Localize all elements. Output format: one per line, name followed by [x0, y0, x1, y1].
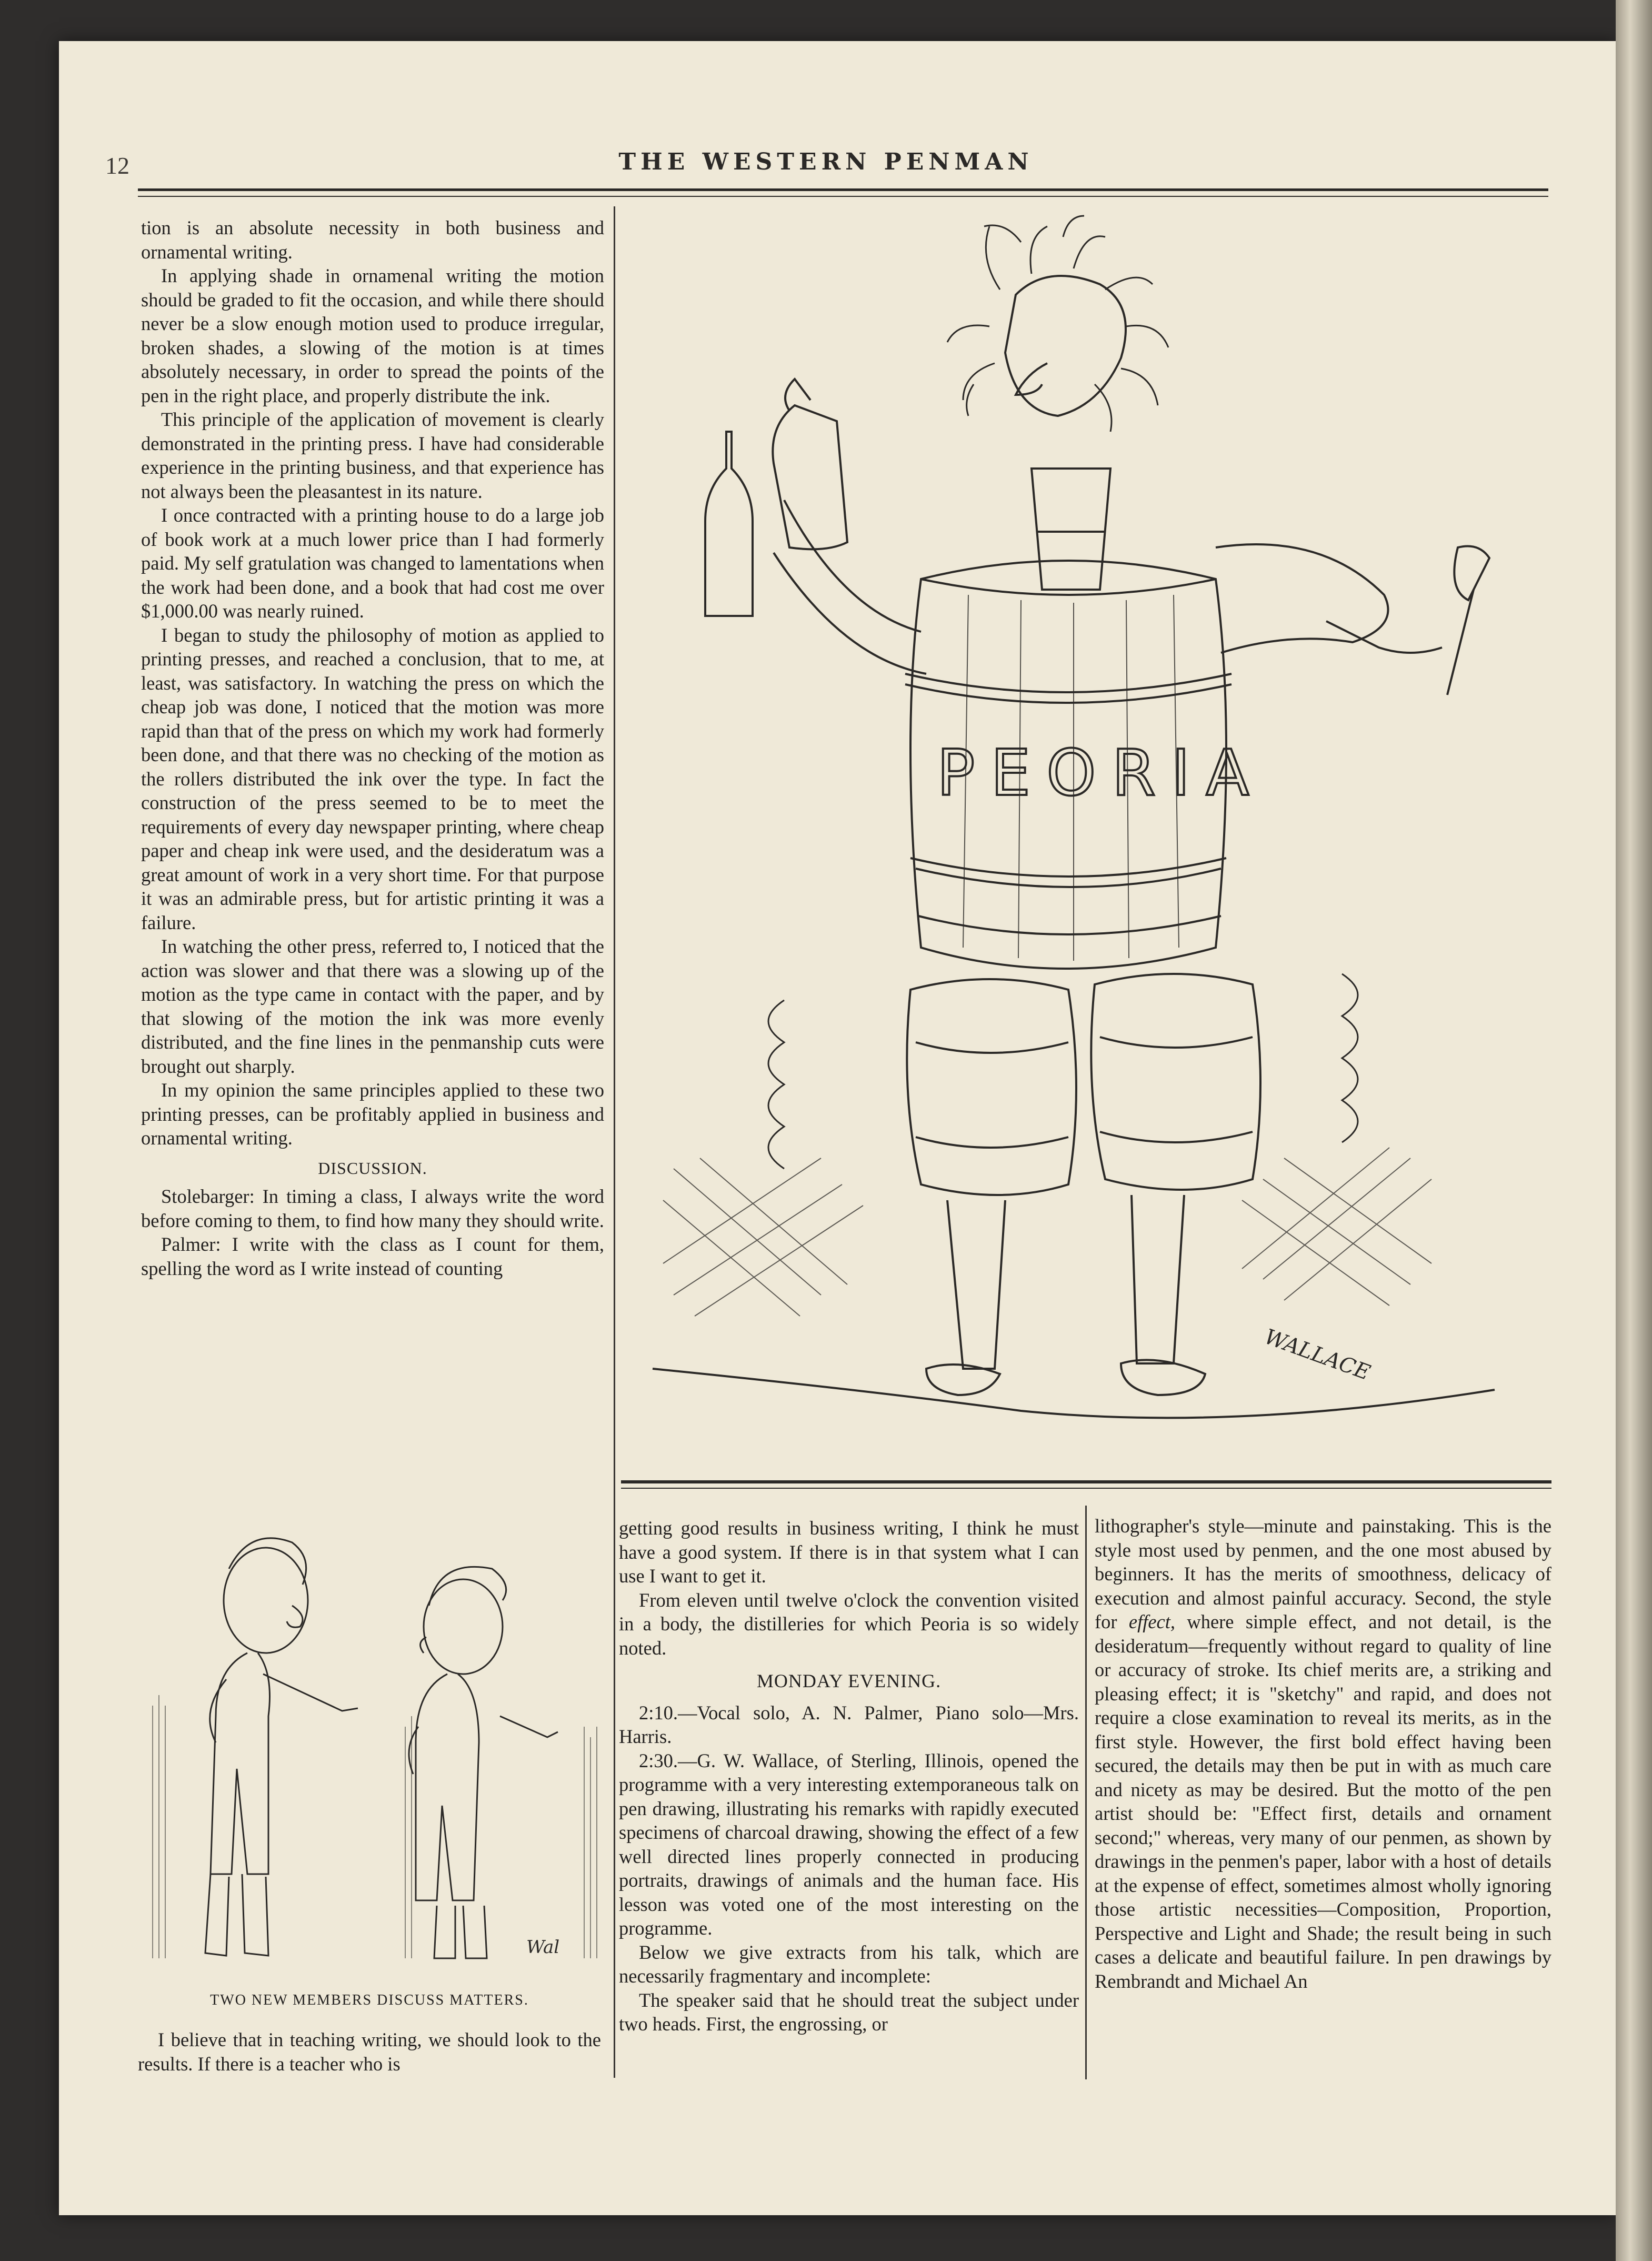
section-rule-thin [621, 1488, 1551, 1489]
peoria-barrel-cartoon [632, 211, 1547, 1463]
header-rule-thin [138, 196, 1548, 197]
masthead-title: THE WESTERN PENMAN [618, 148, 1034, 175]
paragraph: tion is an absolute necessity in both business and ornamental writing. [141, 217, 604, 263]
barrel-label: PEORIA [937, 737, 1265, 810]
paragraph: getting good results in business writing, I think he must have a good system. If there is in that system what I can use I want to get it. [619, 1517, 1079, 1587]
paragraph [1095, 1514, 1551, 1993]
paragraph: From eleven until twelve o'clock the convention visited in a body, the distilleries for which Peoria is so widely noted. [619, 1589, 1079, 1659]
cartoon-caption: TWO NEW MEMBERS DISCUSS MATTERS. [210, 1992, 529, 2008]
middle-column-text [619, 1516, 1079, 2036]
paragraph: The speaker said that he should treat the subject under two heads. First, the engrossing, or [619, 1989, 1079, 2035]
paragraph: I believe that in teaching writing, we should look to the results. If there is a teacher who is [138, 2029, 601, 2075]
column-divider-left [614, 206, 615, 2078]
small-cartoon-signature: Wal [526, 1937, 560, 1958]
left-column-text [141, 216, 604, 1280]
section-rule-thick [621, 1480, 1551, 1483]
paragraph: In my opinion the same principles applied to these two printing presses, can be profitably applied in business and ornamental writing. [141, 1079, 604, 1149]
paragraph: Below we give extracts from his talk, which are necessarily fragmentary and incomplete: [619, 1941, 1079, 1987]
section-heading: MONDAY EVENING. [756, 1670, 942, 1691]
column-divider-right [1085, 1506, 1087, 2079]
paragraph: This principle of the application of movement is clearly demonstrated in the printing press. I have had considerable experience in the printing business, and that experience has not always been the pleasantest in its nature. [141, 409, 604, 502]
left-column-lower-text [138, 2028, 601, 2076]
text-run: where simple effect, and not detail, is the desideratum—frequently without regard to quality of line or accuracy of stroke. Its chief merits are, a striking and pleasing effect; it is "sketchy" and rapid, and does not require a close examination to reveal its merits, as in the first style. However, the first bold effect having been secured, the details may then be put in with as much care and nicety as may be desired. But the motto of the pen artist should be: "Effect first, details and ornament second;" whereas, very many of our penmen, as shown by drawings in the penmen's paper, labor with a host of details at the expense of effect, sometimes almost wholly ignoring those artistic necessities—Composition, Proportion, Perspective and Light and Shade; the result being in such cases a delicate and beautiful failure. In pen drawings by Rembrandt and Michael An [1095, 1611, 1551, 1992]
text-run: lithographer's style—minute and painstaking. This is the style most used by penmen, and the one most abused by beginners. It has the merits of smoothness, delicacy of execution and almost painful accuracy. Second, the style for [1095, 1515, 1551, 1632]
paragraph: In applying shade in ornamenal writing the motion should be graded to fit the occasion, and while there should never be a slow enough motion used to produce irregular, broken shades, a slowing of the motion is at times absolutely necessary, in order to spread the points of the pen in the right place, and properly distribute the ink. [141, 265, 604, 406]
emphasis-text: effect, [1128, 1611, 1176, 1632]
paragraph: Stolebarger: In timing a class, I always write the word before coming to them, to find how many they should write. [141, 1186, 604, 1231]
header-rule-thick [138, 188, 1548, 191]
paragraph: I once contracted with a printing house to do a large job of book work at a much lower price than I had formerly paid. My self gratulation was changed to lamentations when the work had been done, and a book that had cost me over $1,000.00 was nearly ruined. [141, 504, 604, 622]
main-cartoon-signature: WALLACE [1261, 1324, 1374, 1386]
paragraph: 2:10.—Vocal solo, A. N. Palmer, Piano solo—Mrs. Harris. [619, 1701, 1079, 1747]
right-column-text [1095, 1514, 1551, 1993]
paragraph: Palmer: I write with the class as I count for them, spelling the word as I write instead of counting [141, 1233, 604, 1279]
two-members-cartoon [142, 1506, 605, 1985]
page-number: 12 [105, 152, 129, 179]
paragraph: In watching the other press, referred to, I noticed that the action was slower and that there was a slowing up of the motion as the type came in contact with the paper, and by that slowing of the motion the ink was more evenly distributed, and the fine lines in the penmanship cuts were brought out sharply. [141, 935, 604, 1077]
discussion-heading: DISCUSSION. [318, 1158, 427, 1178]
page-binding-edge [1616, 0, 1652, 2261]
paragraph: 2:30.—G. W. Wallace, of Sterling, Illinois, opened the programme with a very interesting extemporaneous talk on pen drawing, illustrating his remarks with rapidly executed specimens of charcoal drawing, showing the effect of a few well directed lines properly connected in producing portraits, drawings of animals and the human face. His lesson was voted one of the most interesting on the programme. [619, 1749, 1079, 1939]
paragraph: I began to study the philosophy of motion as applied to printing presses, and reached a conclusion, that to me, at least, was satisfactory. In watching the press on which the cheap job was done, I noticed that the motion was more rapid than that of the press on which my work had formerly been done, and that there was no checking of the motion as the rollers distributed the ink over the type. In fact the construction of the press seemed to be to meet the requirements of every day newspaper printing, where cheap paper and cheap ink were used, and the desideratum was a great amount of work in a very short time. For that purpose it was an admirable press, but for artistic printing it was a failure. [141, 624, 604, 933]
